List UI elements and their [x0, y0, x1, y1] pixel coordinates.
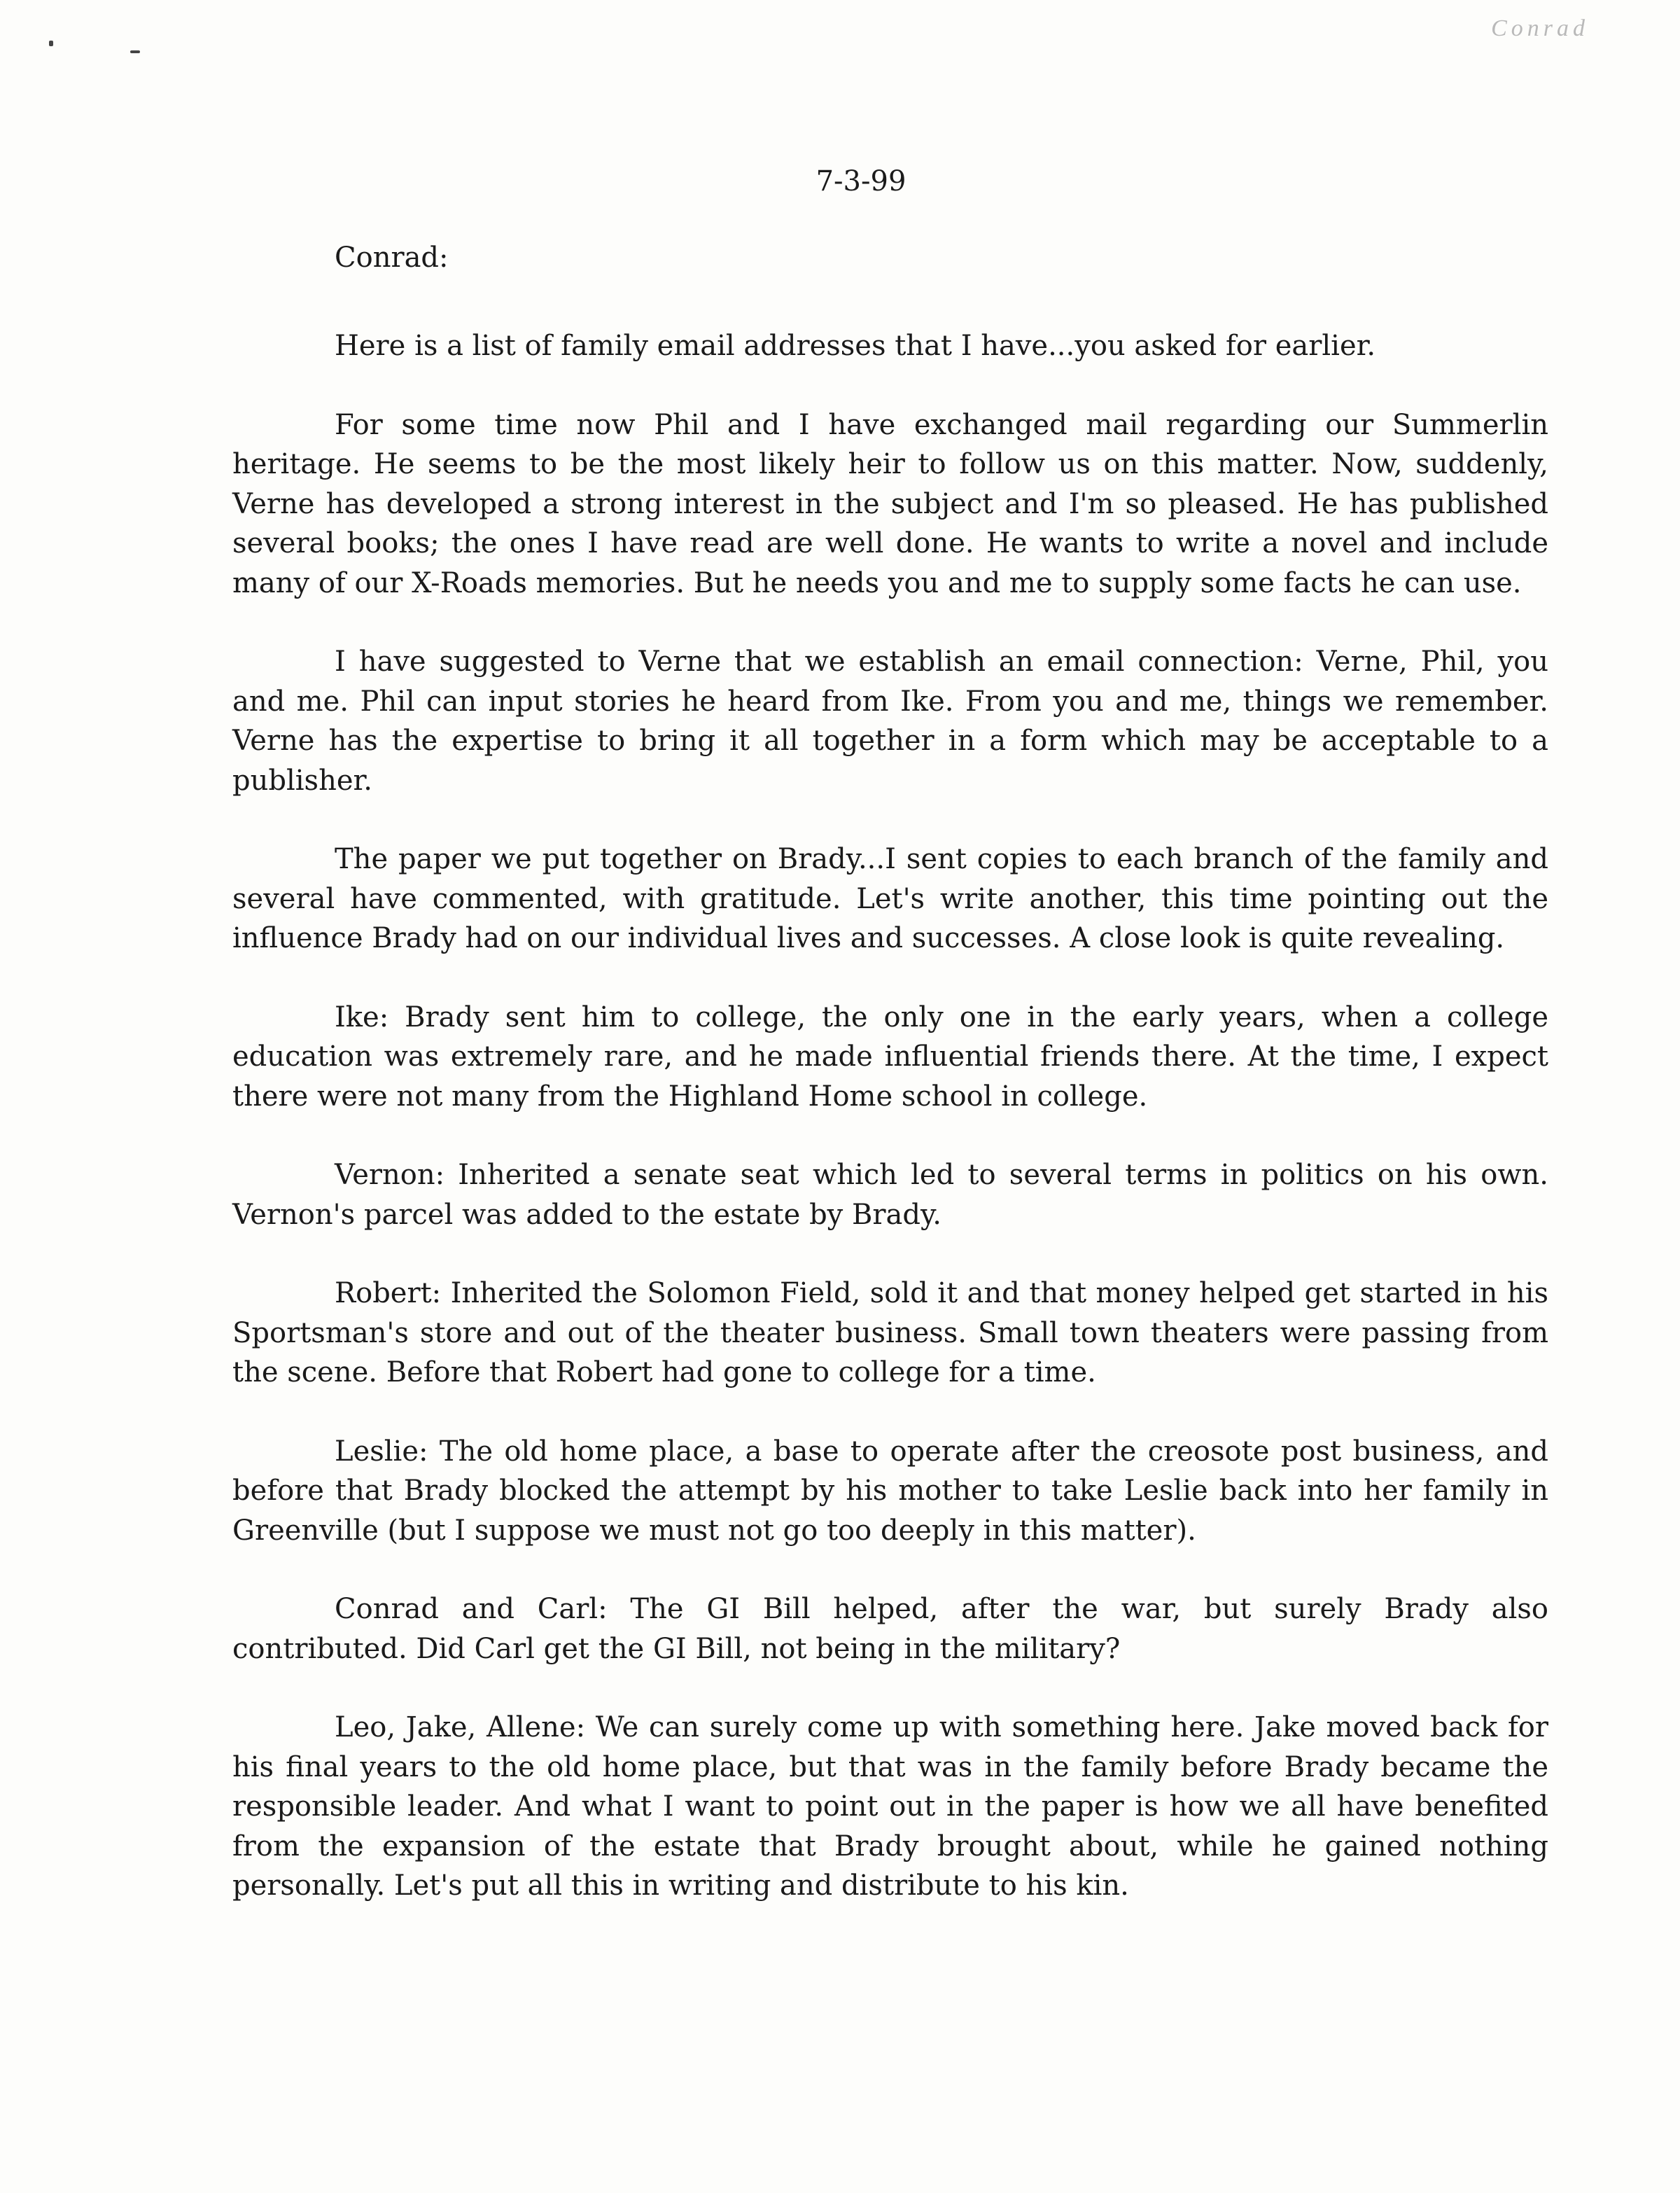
paper-speck — [49, 41, 53, 46]
paragraph-robert: Robert: Inherited the Solomon Field, sold it and that money helped get started in his Sportsman's store and out of the theater business. Small town theaters were passing from the scene. Before that Robert had gone to college for a time. — [232, 1277, 1548, 1388]
paragraph-vernon: Vernon: Inherited a senate seat which led to several terms in politics on his own. Vernon's parcel was added to the estate by Brady. — [232, 1159, 1548, 1231]
paper-speck — [130, 50, 140, 53]
letter-body — [232, 238, 1548, 1906]
paragraph-email-list: Here is a list of family email addresses that I have...you asked for earlier. — [335, 330, 1376, 362]
paragraph-conrad-carl: Conrad and Carl: The GI Bill helped, after the war, but surely Brady also contributed. Did Carl get the GI Bill, not being in the military? — [232, 1593, 1548, 1665]
margin-note: Conrad — [1491, 15, 1589, 41]
paragraph-email-connection: I have suggested to Verne that we establish an email connection: Verne, Phil, you and me. Phil can input stories he heard from Ike. From you and me, things we remember. Verne has the expertise to bring it all together in a form which may be acceptable to a publisher. — [232, 646, 1548, 797]
paragraph-leslie: Leslie: The old home place, a base to operate after the creosote post business, and before that Brady blocked the attempt by his mother to take Leslie back into her family in Greenville (but I suppose we must not go too deeply in this matter). — [232, 1435, 1548, 1547]
paragraph-ike: Ike: Brady sent him to college, the only one in the early years, when a college education was extremely rare, and he made influential friends there. At the time, I expect there were not many from the Highland Home school in college. — [232, 1001, 1548, 1113]
paragraph-heritage: For some time now Phil and I have exchanged mail regarding our Summerlin heritage. He seems to be the most likely heir to follow us on this matter. Now, suddenly, Verne has developed a strong interest in the subject and I'm so pleased. He has published several books; the ones I have read are well done. He wants to write a novel and include many of our X-Roads memories. But he needs you and me to supply some facts he can use. — [232, 408, 1548, 599]
letter-date: 7-3-99 — [816, 165, 906, 197]
letter-greeting: Conrad: — [335, 242, 449, 274]
paragraph-brady-paper: The paper we put together on Brady...I sent copies to each branch of the family and several have commented, with gratitude. Let's write another, this time pointing out the influence Brady had on our individual lives and successes. A close look is quite revealing. — [232, 843, 1548, 954]
paragraph-leo-jake-allene: Leo, Jake, Allene: We can surely come up with something here. Jake moved back for his final years to the old home place, but that was in the family before Brady became the responsible leader. And what I want to point out in the paper is how we all have benefited from the expansion of the estate that Brady brought about, while he gained nothing personally. Let's put all this in writing and distribute to his kin. — [232, 1711, 1548, 1902]
